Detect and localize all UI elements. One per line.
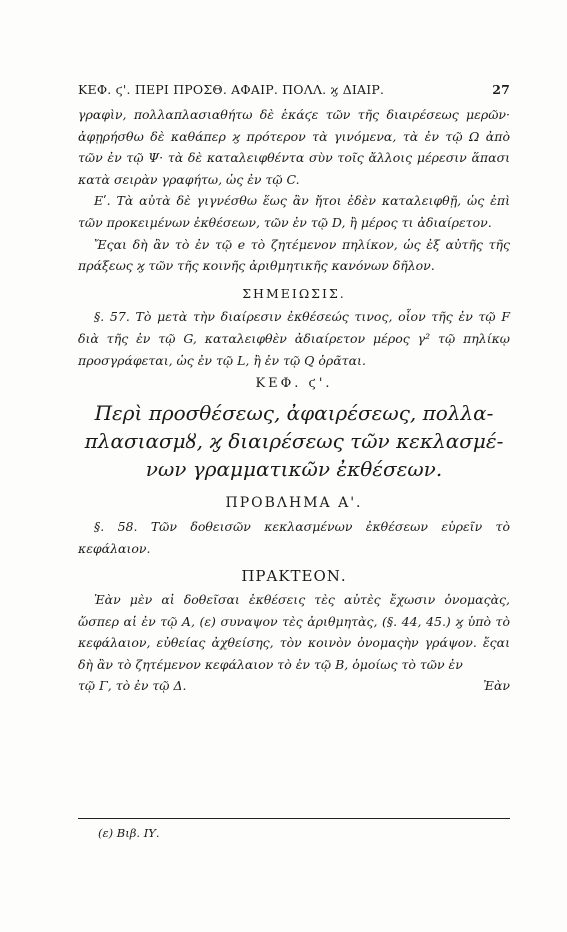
chapter-title-line: Περὶ προσθέσεως, ἀφαιρέσεως, πολλα- bbox=[94, 400, 494, 425]
running-head-title: ΚΕΦ. ϛ'. ΠΕΡΙ ΠΡΟΣΘ. ΑΦΑΙΡ. ΠΟΛΛ. ϗ ΔΙΑΙΡ. bbox=[78, 82, 385, 97]
paragraph-result: Ἔςαι δὴ ἂν τὸ ἐν τῷ e τὸ ζητέμενον πηλίκον, ὡς ἐξ αὐτῆς τῆς πράξεως ϗ τῶν τῆς κοινῆς ἀριθμητικῆς κανόνων δῆλον. bbox=[78, 236, 510, 274]
running-head bbox=[78, 82, 510, 97]
semeiosis-heading: ΣΗΜΕΙΩΣΙΣ. bbox=[242, 285, 346, 301]
paragraph-step-5: Εʹ. Τὰ αὐτὰ δὲ γιγνέσθω ἕως ἂν ἤτοι ἐδὲν καταλειφθῇ, ὡς ἐπὶ τῶν προκειμένων ἐκθέσεων, τῶν ἐν τῷ D, ἢ μέρος τι ἀδιαίρετον. bbox=[78, 193, 510, 230]
chapter-title-line: πλασιασμȣ, ϗ διαιρέσεως τῶν κεκλασμέ- bbox=[84, 428, 504, 453]
footnote-rule bbox=[78, 818, 510, 819]
footnote: (ε) Βιβ. ΙΥ. bbox=[98, 826, 160, 840]
prakteon-last-line-text: τῷ Γ, τὸ ἐν τῷ Δ. bbox=[78, 678, 187, 694]
problem-heading: ΠΡΟΒΛΗΜΑ Α'. bbox=[225, 494, 363, 511]
page-number: 27 bbox=[492, 82, 510, 97]
page-body bbox=[78, 104, 510, 697]
chapter-label: ΚΕΦ. ϛ'. bbox=[255, 376, 333, 392]
chapter-title-line: νων γραμματικῶν ἐκθέσεων. bbox=[145, 456, 443, 481]
semeiosis-text: §. 57. Τὸ μετὰ τὴν διαίρεσιν ἐκθέσεώς τινος, οἷον τῆς ἐν τῷ F διὰ τῆς ἐν τῷ G, καταλειφθὲν ἀδιαίρετον μέρος γ² τῷ πηλίκῳ προσγράφεται, ὡς ἐν τῷ L, ἢ ἐν τῷ Q ὁρᾶται. bbox=[78, 309, 510, 368]
chapter-title bbox=[78, 399, 510, 483]
catchword: Ἐὰν bbox=[483, 678, 510, 694]
prakteon-last-line bbox=[78, 675, 510, 697]
prakteon-text: Ἐὰν μὲν αἱ δοθεῖσαι ἐκθέσεις τὲς αὐτὲς ἔχωσιν ὀνομαςὰς, ὥσπερ αἱ ἐν τῷ Α, (ε) συναψον τὲς ἀριθμητὰς, (§. 44, 45.) ϗ ὑπὸ τὸ κεφάλαιον, εὐθείας ἀχθείσης, τὸν κοινὸν ὀνομαςὴν γράψον. ἔςαι δὴ ἂν τὸ ζητέμενον κεφάλαιον τὸ ἐν τῷ Β, ὁμοίως τὸ τῶν ἐν bbox=[78, 592, 510, 672]
paragraph-continuation: γραφὶν, πολλαπλασιαθήτω δὲ ἑκάϛε τῶν τῆς διαιρέσεως μερῶν· ἀφῃρήσθω δὲ καθάπερ ϗ πρότερον τὰ γινόμενα, τὰ ἐν τῷ Ω ἀπὸ τῶν ἐν τῷ Ψ· τὰ δὲ καταλειφθέντα σὺν τοῖς ἄλλοις μέρεσιν ἅπασι κατὰ σειρὰν γραφήτω, ὡς ἐν τῷ C. bbox=[78, 107, 510, 187]
prakteon-heading: ΠΡΑΚΤΕΟΝ. bbox=[241, 566, 347, 585]
problem-text: §. 58. Τῶν δοθεισῶν κεκλασμένων ἐκθέσεων εὑρεῖν τὸ κεφάλαιον. bbox=[78, 519, 510, 556]
